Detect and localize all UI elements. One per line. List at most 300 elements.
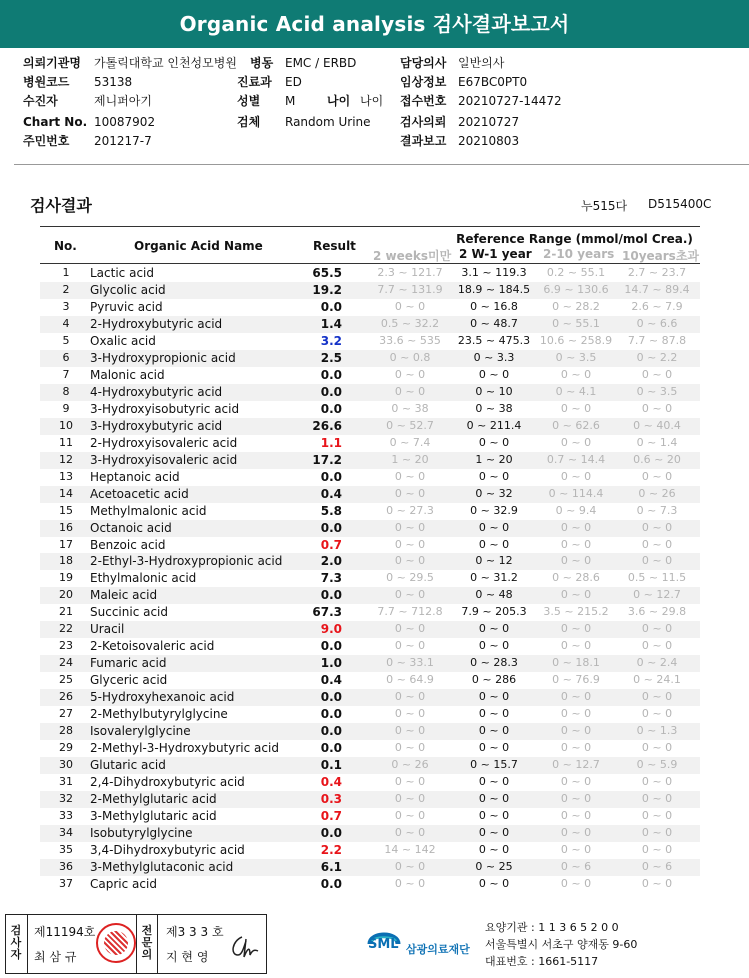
row-number: 11 bbox=[59, 435, 73, 449]
range-2w-1year: 0 ~ 0 bbox=[478, 842, 510, 856]
acid-name: Isovalerylglycine bbox=[90, 724, 191, 739]
acid-name: 2-Hydroxybutyric acid bbox=[90, 316, 223, 331]
doctor-value: 일반의사 bbox=[458, 56, 505, 70]
range-2weeks: 0.5 ~ 32.2 bbox=[380, 316, 440, 330]
result-value: 0.0 bbox=[320, 707, 342, 722]
row-number: 12 bbox=[59, 452, 73, 466]
range-2weeks: 0 ~ 0 bbox=[394, 639, 426, 653]
header-reference: Reference Range (mmol/mol Crea.) bbox=[456, 232, 693, 246]
acid-name: 2-Ketoisovaleric acid bbox=[90, 639, 215, 654]
acid-name: 2-Methylbutyrylglycine bbox=[90, 707, 228, 722]
acid-name: 3-Hydroxybutyric acid bbox=[90, 418, 223, 433]
result-value: 1.0 bbox=[320, 656, 342, 671]
table-row bbox=[40, 384, 700, 401]
range-over-10years: 3.6 ~ 29.8 bbox=[627, 605, 687, 619]
range-2-10years: 0 ~ 62.6 bbox=[552, 418, 600, 432]
result-value: 17.2 bbox=[312, 452, 342, 467]
receipt-label: 접수번호 bbox=[400, 94, 447, 108]
acid-name: Fumaric acid bbox=[90, 656, 167, 671]
examiner-label-cell bbox=[6, 915, 28, 973]
row-number: 29 bbox=[59, 741, 73, 755]
range-2weeks: 0 ~ 0 bbox=[394, 741, 426, 755]
specialist-label: 전문의 bbox=[141, 924, 153, 961]
range-2weeks: 0 ~ 0.8 bbox=[389, 350, 431, 364]
range-2weeks: 0 ~ 0 bbox=[394, 809, 426, 822]
patient-value: 제니퍼아기 bbox=[94, 94, 152, 108]
range-2weeks: 1 ~ 20 bbox=[391, 452, 429, 466]
range-over-10years: 7.7 ~ 87.8 bbox=[627, 333, 687, 347]
range-2-10years: 0 ~ 0 bbox=[560, 876, 592, 890]
examiner-label: 검사자 bbox=[10, 924, 22, 961]
ward-label: 병동 bbox=[250, 56, 274, 70]
info-row-4 bbox=[0, 114, 749, 131]
lab-name: 삼광의료재단 bbox=[406, 943, 470, 956]
row-number: 2 bbox=[62, 282, 70, 296]
result-value: 0.0 bbox=[320, 639, 342, 654]
range-2w-1year: 0 ~ 211.4 bbox=[466, 418, 522, 432]
range-2weeks: 0 ~ 27.3 bbox=[386, 503, 434, 517]
range-2w-1year: 0 ~ 10 bbox=[475, 384, 513, 398]
range-2-10years: 0 ~ 0 bbox=[560, 469, 592, 483]
acid-name: Uracil bbox=[90, 622, 125, 637]
row-number: 17 bbox=[59, 537, 73, 551]
hospital-code-value: 53138 bbox=[94, 75, 133, 89]
table-row bbox=[40, 604, 700, 621]
range-2w-1year: 0 ~ 0 bbox=[478, 622, 510, 636]
range-over-10years: 0 ~ 2.4 bbox=[636, 656, 678, 670]
result-value: 0.7 bbox=[320, 809, 342, 823]
doctor-label: 담당의사 bbox=[400, 56, 447, 70]
table-row bbox=[40, 401, 700, 418]
acid-name: 3-Hydroxypropionic acid bbox=[90, 350, 236, 365]
range-over-10years: 0 ~ 0 bbox=[641, 876, 673, 890]
table-row bbox=[40, 452, 700, 469]
range-over-10years: 0 ~ 5.9 bbox=[636, 758, 678, 772]
patient-label: 수진자 bbox=[23, 94, 58, 108]
result-value: 0.0 bbox=[320, 520, 342, 535]
header-name: Organic Acid Name bbox=[134, 239, 263, 253]
range-2-10years: 0 ~ 0 bbox=[560, 588, 592, 602]
header-range-3: 2-10 years bbox=[543, 247, 615, 261]
row-number: 19 bbox=[59, 571, 73, 585]
ward-value: EMC / ERBD bbox=[285, 56, 357, 70]
table-row bbox=[40, 859, 700, 876]
range-2-10years: 0 ~ 0 bbox=[560, 690, 592, 704]
range-2-10years: 0 ~ 0 bbox=[560, 401, 592, 415]
table-row bbox=[40, 520, 700, 537]
acid-name: Benzoic acid bbox=[90, 537, 166, 552]
dept-value: ED bbox=[285, 75, 302, 89]
result-value: 7.3 bbox=[320, 571, 342, 586]
table-row bbox=[40, 299, 700, 316]
range-over-10years: 0 ~ 1.3 bbox=[636, 724, 678, 738]
acid-name: 2,4-Dihydroxybutyric acid bbox=[90, 775, 245, 790]
specialist-label-cell bbox=[136, 915, 158, 973]
row-number: 16 bbox=[59, 520, 73, 534]
result-value: 3.2 bbox=[320, 333, 342, 348]
table-row bbox=[40, 757, 700, 774]
info-row-2 bbox=[0, 74, 749, 91]
range-2weeks: 0 ~ 0 bbox=[394, 859, 426, 873]
request-value: 20210727 bbox=[458, 115, 520, 129]
range-over-10years: 0 ~ 0 bbox=[641, 367, 673, 381]
range-2-10years: 0.7 ~ 14.4 bbox=[546, 452, 606, 466]
acid-name: Maleic acid bbox=[90, 588, 158, 603]
range-2-10years: 0 ~ 18.1 bbox=[552, 656, 600, 670]
table-row bbox=[40, 808, 700, 825]
row-number: 3 bbox=[62, 299, 70, 313]
row-number: 22 bbox=[59, 622, 73, 636]
result-value: 0.1 bbox=[320, 758, 342, 773]
acid-name: Glutaric acid bbox=[90, 758, 166, 773]
range-2weeks: 0 ~ 26 bbox=[391, 758, 429, 772]
chart-value: 10087902 bbox=[94, 115, 156, 129]
info-row-3 bbox=[0, 93, 749, 110]
request-label: 검사의뢰 bbox=[400, 115, 447, 129]
row-number: 14 bbox=[59, 486, 73, 500]
header-range-4: 10years초과 bbox=[622, 249, 700, 263]
result-value: 0.0 bbox=[320, 876, 342, 891]
row-number: 15 bbox=[59, 503, 73, 517]
range-2weeks: 0 ~ 0 bbox=[394, 486, 426, 500]
row-number: 9 bbox=[62, 401, 70, 415]
table-row bbox=[40, 791, 700, 808]
range-over-10years: 14.7 ~ 89.4 bbox=[624, 282, 690, 296]
range-over-10years: 0 ~ 0 bbox=[641, 639, 673, 653]
range-2weeks: 0 ~ 0 bbox=[394, 367, 426, 381]
header-result: Result bbox=[313, 239, 356, 253]
range-over-10years: 0 ~ 0 bbox=[641, 520, 673, 534]
acid-name: 3-Methylglutaconic acid bbox=[90, 859, 234, 874]
table-row bbox=[40, 876, 700, 893]
range-2-10years: 6.9 ~ 130.6 bbox=[543, 282, 609, 296]
range-2weeks: 33.6 ~ 535 bbox=[379, 333, 441, 347]
row-number: 34 bbox=[59, 825, 73, 839]
range-2weeks: 0 ~ 0 bbox=[394, 876, 426, 890]
signature-box bbox=[5, 914, 267, 974]
range-over-10years: 0 ~ 6 bbox=[641, 859, 673, 873]
row-number: 21 bbox=[59, 605, 73, 619]
table-row bbox=[40, 621, 700, 638]
report-value: 20210803 bbox=[458, 134, 520, 148]
examiner-number: 제11194호 bbox=[34, 925, 96, 939]
range-2weeks: 0 ~ 7.4 bbox=[389, 435, 431, 449]
range-2w-1year: 0 ~ 31.2 bbox=[470, 571, 518, 585]
range-over-10years: 0 ~ 0 bbox=[641, 842, 673, 856]
range-2-10years: 0 ~ 0 bbox=[560, 520, 592, 534]
range-2w-1year: 0 ~ 0 bbox=[478, 775, 510, 789]
range-2-10years: 0 ~ 0 bbox=[560, 707, 592, 721]
table-row bbox=[40, 842, 700, 859]
acid-name: Heptanoic acid bbox=[90, 469, 180, 484]
range-2w-1year: 0 ~ 0 bbox=[478, 825, 510, 839]
results-code-1: 누515다 bbox=[581, 199, 628, 213]
acid-name: Acetoacetic acid bbox=[90, 486, 189, 501]
age-value: 나이 bbox=[360, 94, 384, 108]
range-2-10years: 0 ~ 0 bbox=[560, 825, 592, 839]
range-2-10years: 3.5 ~ 215.2 bbox=[543, 605, 609, 619]
range-2w-1year: 0 ~ 16.8 bbox=[470, 299, 518, 313]
institution-value: 가톨릭대학교 인천성모병원 bbox=[94, 56, 237, 70]
range-2weeks: 0 ~ 38 bbox=[391, 401, 429, 415]
result-value: 0.0 bbox=[320, 469, 342, 484]
header-range-2: 2 W-1 year bbox=[459, 247, 532, 261]
range-2-10years: 0 ~ 28.6 bbox=[552, 571, 600, 585]
row-number: 33 bbox=[59, 809, 73, 822]
range-over-10years: 0 ~ 1.4 bbox=[636, 435, 678, 449]
row-number: 30 bbox=[59, 758, 73, 772]
range-2-10years: 0 ~ 0 bbox=[560, 639, 592, 653]
chart-label: Chart No. bbox=[23, 115, 88, 129]
header-no: No. bbox=[54, 239, 77, 253]
dept-label: 진료과 bbox=[237, 75, 272, 89]
result-value: 0.0 bbox=[320, 690, 342, 705]
table-row bbox=[40, 503, 700, 520]
range-over-10years: 0.5 ~ 11.5 bbox=[627, 571, 687, 585]
sex-label: 성별 bbox=[237, 94, 261, 108]
table-row bbox=[40, 282, 700, 299]
acid-name: 2-Ethyl-3-Hydroxypropionic acid bbox=[90, 554, 283, 569]
table-header-rule bbox=[40, 263, 700, 264]
result-value: 0.0 bbox=[320, 588, 342, 603]
range-2weeks: 0 ~ 0 bbox=[394, 554, 426, 568]
result-value: 0.0 bbox=[320, 299, 342, 314]
range-2-10years: 0.2 ~ 55.1 bbox=[546, 266, 606, 279]
acid-name: Malonic acid bbox=[90, 367, 165, 382]
range-over-10years: 0 ~ 40.4 bbox=[633, 418, 681, 432]
examiner-seal-icon bbox=[96, 923, 136, 963]
range-over-10years: 0 ~ 0 bbox=[641, 825, 673, 839]
range-2-10years: 0 ~ 0 bbox=[560, 724, 592, 738]
acid-name: Glycolic acid bbox=[90, 282, 166, 297]
table-row bbox=[40, 367, 700, 384]
range-over-10years: 0 ~ 0 bbox=[641, 469, 673, 483]
specimen-value: Random Urine bbox=[285, 115, 371, 129]
acid-name: Isobutyrylglycine bbox=[90, 825, 193, 840]
range-2w-1year: 0 ~ 38 bbox=[475, 401, 513, 415]
clinical-value: E67BC0PT0 bbox=[458, 75, 528, 89]
row-number: 7 bbox=[62, 367, 70, 381]
range-over-10years: 0 ~ 3.5 bbox=[636, 384, 678, 398]
acid-name: 2-Hydroxyisovaleric acid bbox=[90, 435, 238, 450]
range-over-10years: 2.6 ~ 7.9 bbox=[631, 299, 683, 313]
range-over-10years: 0 ~ 0 bbox=[641, 622, 673, 636]
range-2w-1year: 0 ~ 0 bbox=[478, 809, 510, 822]
range-2weeks: 0 ~ 0 bbox=[394, 384, 426, 398]
row-number: 6 bbox=[62, 350, 70, 364]
range-2w-1year: 0 ~ 0 bbox=[478, 707, 510, 721]
acid-name: Glyceric acid bbox=[90, 673, 168, 688]
sex-value: M bbox=[285, 94, 296, 108]
care-org-number: 요양기관 : 1 1 3 6 5 2 0 0 bbox=[485, 921, 619, 934]
range-2w-1year: 0 ~ 0 bbox=[478, 537, 510, 551]
patient-info bbox=[0, 48, 749, 165]
specialist-number: 제3 3 3 호 bbox=[166, 925, 224, 939]
rrn-value: 201217-7 bbox=[94, 134, 152, 148]
row-number: 13 bbox=[59, 469, 73, 483]
report-label: 결과보고 bbox=[400, 134, 447, 148]
range-2w-1year: 0 ~ 15.7 bbox=[470, 758, 518, 772]
range-2w-1year: 0 ~ 28.3 bbox=[470, 656, 518, 670]
acid-name: Succinic acid bbox=[90, 605, 169, 620]
range-2weeks: 0 ~ 33.1 bbox=[386, 656, 434, 670]
result-value: 0.4 bbox=[320, 775, 342, 790]
range-2-10years: 0 ~ 4.1 bbox=[555, 384, 597, 398]
range-over-10years: 0 ~ 0 bbox=[641, 554, 673, 568]
row-number: 5 bbox=[62, 333, 70, 347]
result-value: 0.4 bbox=[320, 486, 342, 501]
range-2-10years: 0 ~ 6 bbox=[560, 859, 592, 873]
row-number: 31 bbox=[59, 775, 73, 789]
row-number: 32 bbox=[59, 792, 73, 806]
acid-name: 3,4-Dihydroxybutyric acid bbox=[90, 842, 245, 857]
range-over-10years: 0 ~ 24.1 bbox=[633, 673, 681, 687]
table-row bbox=[40, 638, 700, 655]
institution-label: 의뢰기관명 bbox=[23, 56, 81, 70]
row-number: 10 bbox=[59, 418, 73, 432]
table-row bbox=[40, 333, 700, 350]
lab-address: 서울특별시 서초구 양재동 9-60 bbox=[485, 938, 638, 951]
examiner-name: 최 삼 규 bbox=[34, 950, 77, 964]
table-top-rule bbox=[40, 226, 700, 227]
acid-name: 2-Methylglutaric acid bbox=[90, 792, 217, 807]
table-row bbox=[40, 706, 700, 723]
report-footer bbox=[0, 905, 749, 978]
range-2-10years: 0 ~ 0 bbox=[560, 537, 592, 551]
row-number: 25 bbox=[59, 673, 73, 687]
table-row bbox=[40, 435, 700, 452]
result-value: 0.3 bbox=[320, 792, 342, 807]
range-2weeks: 2.3 ~ 121.7 bbox=[377, 266, 443, 279]
lab-phone: 대표번호 : 1661-5117 bbox=[485, 955, 599, 968]
table-row bbox=[40, 723, 700, 740]
range-2w-1year: 0 ~ 32 bbox=[475, 486, 513, 500]
specialist-name: 지 현 영 bbox=[166, 950, 209, 964]
row-number: 4 bbox=[62, 316, 70, 330]
row-number: 28 bbox=[59, 724, 73, 738]
result-value: 0.4 bbox=[320, 673, 342, 688]
range-2-10years: 0 ~ 9.4 bbox=[555, 503, 597, 517]
range-2weeks: 0 ~ 0 bbox=[394, 622, 426, 636]
acid-name: Capric acid bbox=[90, 876, 157, 891]
clinical-label: 임상정보 bbox=[400, 75, 447, 89]
range-2w-1year: 0 ~ 286 bbox=[471, 673, 517, 687]
result-value: 0.0 bbox=[320, 741, 342, 756]
range-2-10years: 0 ~ 0 bbox=[560, 775, 592, 789]
row-number: 1 bbox=[62, 266, 70, 279]
acid-name: Pyruvic acid bbox=[90, 299, 163, 314]
table-row bbox=[40, 350, 700, 367]
acid-name: Oxalic acid bbox=[90, 333, 156, 348]
range-over-10years: 0 ~ 0 bbox=[641, 690, 673, 704]
result-value: 2.2 bbox=[320, 842, 342, 857]
result-value: 19.2 bbox=[312, 282, 342, 297]
range-over-10years: 0 ~ 0 bbox=[641, 707, 673, 721]
result-value: 67.3 bbox=[312, 605, 342, 620]
acid-name: Octanoic acid bbox=[90, 520, 172, 535]
table-row bbox=[40, 825, 700, 842]
range-2weeks: 0 ~ 0 bbox=[394, 724, 426, 738]
range-2w-1year: 0 ~ 0 bbox=[478, 469, 510, 483]
acid-name: 2-Methyl-3-Hydroxybutyric acid bbox=[90, 741, 279, 756]
rrn-label: 주민번호 bbox=[23, 134, 70, 148]
acid-name: 4-Hydroxybutyric acid bbox=[90, 384, 223, 399]
range-2w-1year: 0 ~ 0 bbox=[478, 520, 510, 534]
result-value: 0.0 bbox=[320, 401, 342, 416]
range-2weeks: 0 ~ 64.9 bbox=[386, 673, 434, 687]
range-over-10years: 0 ~ 2.2 bbox=[636, 350, 678, 364]
table-header bbox=[40, 228, 700, 262]
range-2w-1year: 0 ~ 25 bbox=[475, 859, 513, 873]
row-number: 24 bbox=[59, 656, 73, 670]
range-2weeks: 0 ~ 0 bbox=[394, 588, 426, 602]
result-value: 1.4 bbox=[320, 316, 342, 331]
logo-mark-text: SML bbox=[368, 937, 399, 952]
acid-name: 3-Hydroxyisovaleric acid bbox=[90, 452, 238, 467]
range-over-10years: 0 ~ 0 bbox=[641, 792, 673, 806]
range-2weeks: 0 ~ 0 bbox=[394, 792, 426, 806]
result-value: 26.6 bbox=[312, 418, 342, 433]
result-value: 0.7 bbox=[320, 537, 342, 552]
table-row bbox=[40, 587, 700, 604]
result-value: 0.0 bbox=[320, 724, 342, 739]
range-2w-1year: 0 ~ 0 bbox=[478, 435, 510, 449]
range-2w-1year: 3.1 ~ 119.3 bbox=[461, 266, 527, 279]
receipt-value: 20210727-14472 bbox=[458, 94, 562, 108]
acid-name: 5-Hydroxyhexanoic acid bbox=[90, 690, 235, 705]
row-number: 8 bbox=[62, 384, 70, 398]
info-row-1 bbox=[0, 55, 749, 72]
range-2w-1year: 7.9 ~ 205.3 bbox=[461, 605, 527, 619]
range-2w-1year: 0 ~ 3.3 bbox=[473, 350, 515, 364]
result-value: 0.0 bbox=[320, 367, 342, 382]
row-number: 23 bbox=[59, 639, 73, 653]
range-2-10years: 0 ~ 28.2 bbox=[552, 299, 600, 313]
range-2weeks: 0 ~ 0 bbox=[394, 469, 426, 483]
table-row bbox=[40, 570, 700, 587]
hospital-code-label: 병원코드 bbox=[23, 75, 70, 89]
range-2w-1year: 0 ~ 0 bbox=[478, 639, 510, 653]
row-number: 27 bbox=[59, 707, 73, 721]
table-row bbox=[40, 265, 700, 282]
range-over-10years: 0 ~ 6.6 bbox=[636, 316, 678, 330]
range-2-10years: 0 ~ 0 bbox=[560, 435, 592, 449]
range-2-10years: 0 ~ 0 bbox=[560, 554, 592, 568]
range-2weeks: 0 ~ 0 bbox=[394, 707, 426, 721]
range-2weeks: 7.7 ~ 131.9 bbox=[377, 282, 443, 296]
range-2weeks: 0 ~ 52.7 bbox=[386, 418, 434, 432]
row-number: 18 bbox=[59, 554, 73, 568]
table-row bbox=[40, 672, 700, 689]
range-2w-1year: 23.5 ~ 475.3 bbox=[457, 333, 531, 347]
range-2weeks: 7.7 ~ 712.8 bbox=[377, 605, 443, 619]
range-2-10years: 0 ~ 76.9 bbox=[552, 673, 600, 687]
table-row bbox=[40, 689, 700, 706]
table-row bbox=[40, 486, 700, 503]
range-2-10years: 0 ~ 0 bbox=[560, 792, 592, 806]
specimen-label: 검체 bbox=[237, 115, 261, 129]
range-2w-1year: 0 ~ 0 bbox=[478, 690, 510, 704]
range-2-10years: 0 ~ 0 bbox=[560, 367, 592, 381]
range-over-10years: 0 ~ 0 bbox=[641, 401, 673, 415]
acid-name: Lactic acid bbox=[90, 266, 154, 280]
table-row bbox=[40, 316, 700, 333]
result-value: 6.1 bbox=[320, 859, 342, 874]
range-over-10years: 0 ~ 0 bbox=[641, 775, 673, 789]
range-2w-1year: 0 ~ 0 bbox=[478, 741, 510, 755]
range-2-10years: 0 ~ 0 bbox=[560, 622, 592, 636]
range-2-10years: 0 ~ 114.4 bbox=[548, 486, 604, 500]
